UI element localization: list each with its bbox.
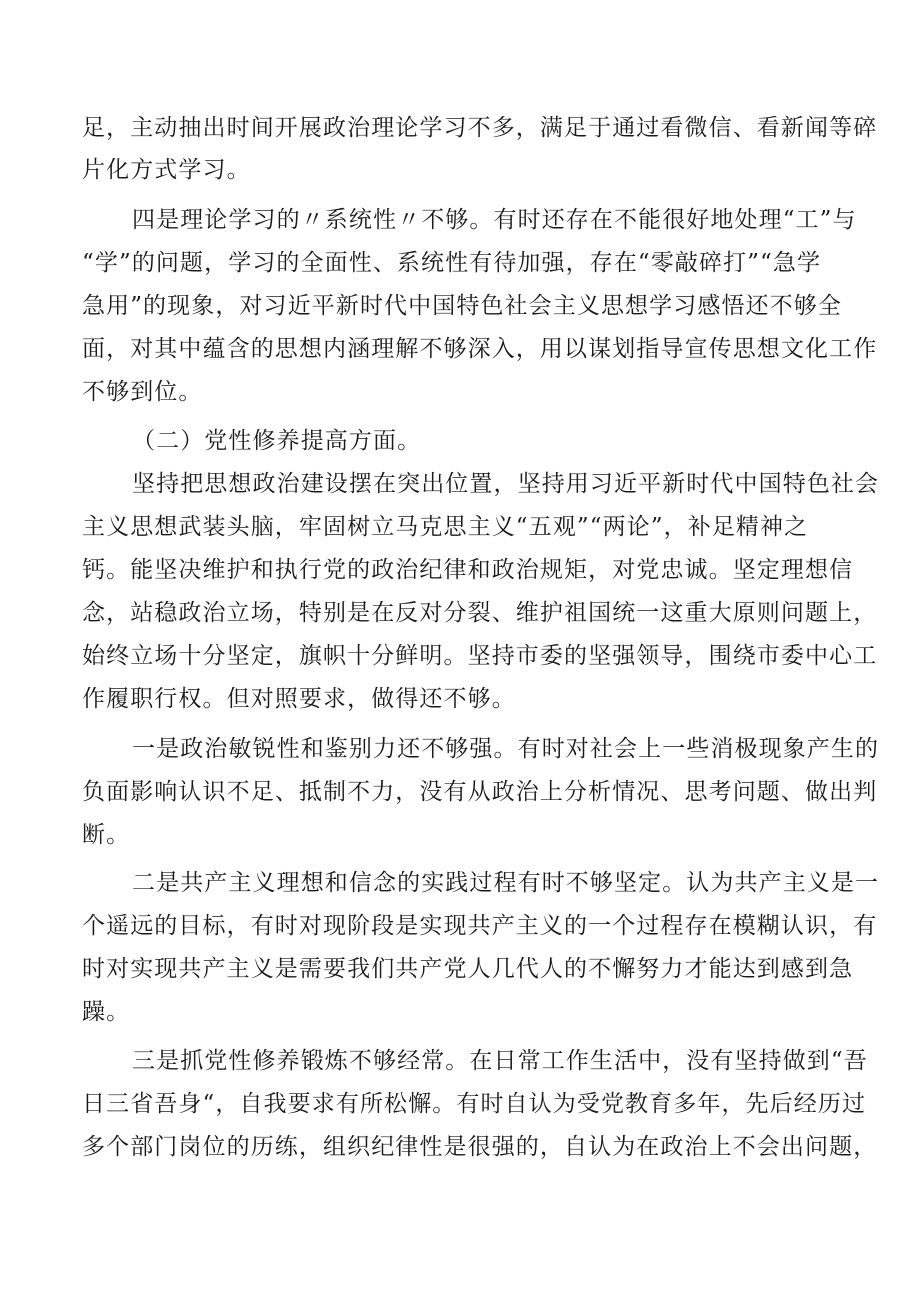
text-line: 一是政治敏锐性和鉴别力还不够强。有时对社会上一些消极现象产生的: [132, 736, 880, 762]
text-line: 主义思想武装头脑，牢固树立马克思主义“五观”“两论”，补足精神之: [82, 514, 809, 540]
text-line: 负面影响认识不足、抵制不力，没有从政治上分析情况、思考问题、做出判: [82, 779, 878, 805]
text-line: 足，主动抽出时间开展政治理论学习不多，满足于通过看微信、看新闻等碎: [82, 115, 878, 141]
text-line: 日三省吾身“，自我要求有所松懈。有时自认为受党教育多年，先后经历过: [82, 1091, 867, 1117]
text-line: 三是抓党性修养锻炼不够经常。在日常工作生活中，没有坚持做到“吾: [132, 1048, 868, 1074]
text-line: 时对实现共产主义是需要我们共产党人几代人的不懈努力才能达到感到急: [82, 956, 854, 982]
text-line: 片化方式学习。: [82, 157, 251, 183]
text-line: 躁。: [82, 999, 131, 1025]
text-line: 断。: [82, 822, 131, 848]
text-line: 二是共产主义理想和信念的实践过程有时不够坚定。认为共产主义是一: [132, 870, 880, 896]
text-line: 始终立场十分坚定，旗帜十分鲜明。坚持市委的坚强领导，围绕市委中心工: [82, 643, 878, 669]
text-line: 作履职行权。但对照要求，做得还不够。: [82, 686, 516, 712]
text-line: 坚持把思想政治建设摆在突出位置，坚持用习近平新时代中国特色社会: [132, 471, 880, 497]
text-line: “学”的问题，学习的全面性、系统性有待加强，存在“零敲碎打”“急学: [82, 250, 822, 276]
text-line: 面，对其中蕴含的思想内涵理解不够深入，用以谋划指导宣传思想文化工作: [82, 336, 878, 362]
text-line: 念，站稳政治立场，特别是在反对分裂、维护祖国统一这重大原则问题上，: [82, 600, 878, 626]
text-line: 不够到位。: [82, 379, 203, 405]
text-line: 四是理论学习的〃系统性〃不够。有时还存在不能很好地处理“工”与: [132, 207, 857, 233]
section-heading: （二）党性修养提高方面。: [132, 428, 422, 454]
text-line: 急用”的现象，对习近平新时代中国特色社会主义思想学习感悟还不够全: [82, 293, 842, 319]
text-line: 钙。能坚决维护和执行党的政治纪律和政治规矩，对党忠诚。坚定理想信: [82, 557, 854, 583]
text-line: 多个部门岗位的历练，组织纪律性是很强的，自认为在政治上不会出问题，: [82, 1134, 878, 1160]
text-line: 个遥远的目标，有时对现阶段是实现共产主义的一个过程存在模糊认识，有: [82, 913, 878, 939]
